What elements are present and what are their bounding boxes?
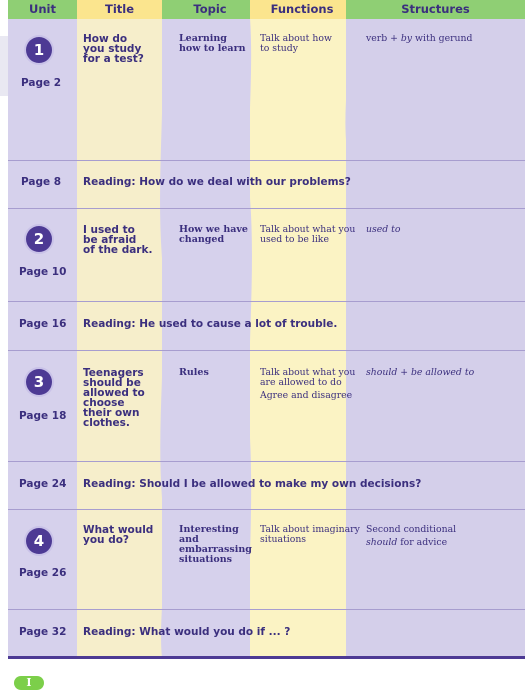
unit-topic-line: Rules [179,367,209,378]
unit-title [83,525,153,545]
header-title: Title [77,0,162,19]
unit-topic-line: how to learn [179,43,246,54]
row-divider [8,609,525,610]
unit-topic [179,225,248,245]
unit-title [83,34,144,64]
structures-column-bg [346,18,525,658]
reading-page-number[interactable]: Page 24 [19,478,67,490]
unit-title-line: for a test? [83,53,144,65]
unit-page-number[interactable]: Page 26 [19,567,67,579]
header-unit: Unit [8,0,77,19]
unit-function-line: Agree and disagree [260,390,353,401]
functions-structures-wave [338,18,360,658]
unit-function-line: used to be like [260,234,329,245]
unit-topic-line: Learning [179,33,227,44]
unit-function-line: Talk about what you [260,224,356,235]
unit-column-bg [8,18,77,658]
structure-italic: should + be allowed to [366,367,475,378]
structure-italic: used to [366,224,401,235]
unit-topic [179,525,252,565]
unit-title [83,225,152,255]
unit-number-badge: 2 [26,226,52,252]
structure-text: for advice [397,537,448,548]
header-topic: Topic [162,0,258,19]
unit-functions [260,368,355,401]
unit-title-line: Teenagers [83,367,144,379]
structure-text: verb + [366,33,401,44]
unit-functions [260,525,360,545]
unit-title-line: you study [83,43,142,55]
unit-page-number[interactable]: Page 18 [19,410,67,422]
reading-page-number[interactable]: Page 32 [19,626,67,638]
unit-topic-line: changed [179,234,225,245]
unit-topic-line: How we have [179,224,248,235]
unit-functions [260,34,332,54]
unit-topic [179,368,209,378]
header-functions: Functions [250,0,354,19]
reading-title[interactable]: Reading: Should I be allowed to make my own decisions? [83,478,422,490]
unit-structures [366,368,474,378]
row-divider [8,461,525,462]
unit-title-line: of the dark. [83,244,153,256]
unit-topic-line: and [179,534,199,545]
reading-page-number[interactable]: Page 16 [19,318,67,330]
unit-title-line: clothes. [83,417,130,429]
structure-text: with gerund [412,33,473,44]
page-marker: I [14,676,44,690]
unit-number-badge: 3 [26,369,52,395]
unit-structures [366,525,456,548]
unit-title-line: should be [83,377,141,389]
unit-title [83,368,145,428]
structure-italic: should [366,537,398,548]
unit-page-number[interactable]: Page 10 [19,266,67,278]
unit-function-line: situations [260,534,307,545]
title-topic-wave [150,18,180,658]
unit-functions [260,225,355,245]
row-divider [8,301,525,302]
structure-italic: by [400,33,413,44]
header-structures: Structures [346,0,525,19]
reading-page-number[interactable]: Page 8 [21,176,62,188]
reading-title[interactable]: Reading: How do we deal with our problems? [83,176,351,188]
row-divider [8,509,525,510]
unit-topic-line: embarrassing [179,544,252,555]
row-divider [8,208,525,209]
unit-function-line: Talk about imaginary [260,524,360,535]
unit-function-line: to study [260,43,298,54]
page-edge-shadow [0,36,8,96]
reading-title[interactable]: Reading: What would you do if ... ? [83,626,291,638]
unit-function-line: are allowed to do [260,377,342,388]
unit-title-line: What would [83,524,154,536]
unit-function-line: Talk about what you [260,367,356,378]
unit-topic-line: Interesting [179,524,239,535]
table-bottom-rule [8,656,525,659]
unit-page-number[interactable]: Page 2 [21,77,62,89]
unit-title-line: you do? [83,534,130,546]
unit-title-line: I used to [83,224,135,236]
row-divider [8,160,525,161]
unit-title-line: choose [83,397,125,409]
unit-title-line: be afraid [83,234,137,246]
unit-number-badge: 4 [26,528,52,554]
unit-number-badge: 1 [26,37,52,63]
unit-title-line: How do [83,33,128,45]
unit-function-line: Talk about how [260,33,332,44]
unit-structures [366,225,401,235]
reading-title[interactable]: Reading: He used to cause a lot of trouble. [83,318,338,330]
unit-title-line: allowed to [83,387,145,399]
row-divider [8,350,525,351]
structure-text: Second conditional [366,524,457,535]
unit-title-line: their own [83,407,140,419]
unit-structures [366,34,472,44]
table-header [0,0,525,19]
unit-topic-line: situations [179,554,232,565]
unit-topic [179,34,245,54]
